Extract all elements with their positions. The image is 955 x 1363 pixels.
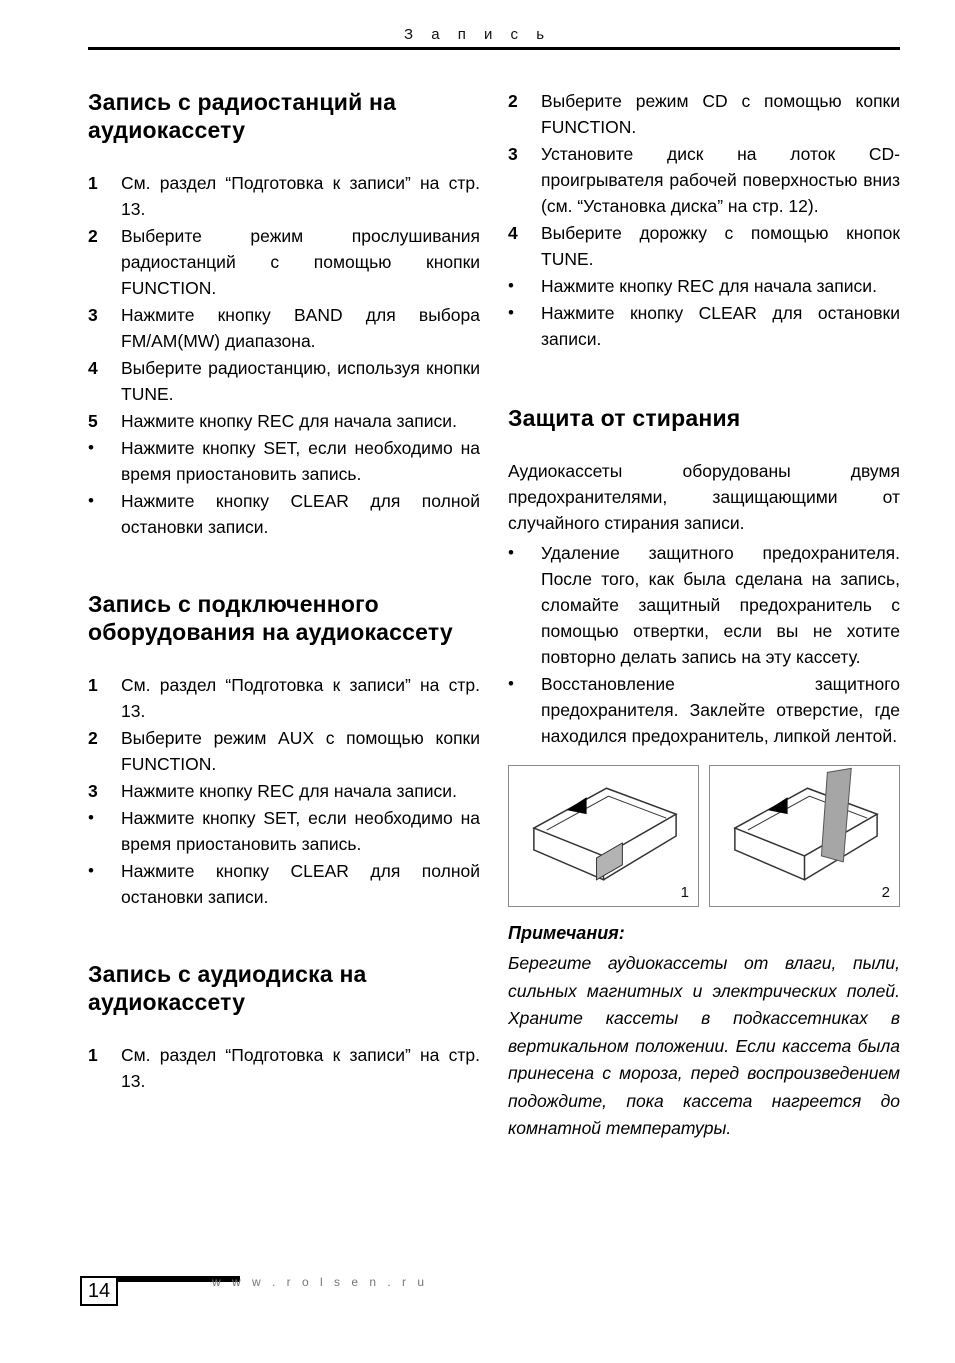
list-marker: 1 [88,1045,98,1066]
list-item [88,858,480,910]
list-item [88,302,480,354]
section-erase-protection [508,404,900,749]
list-marker: 5 [88,411,98,432]
list-marker: 1 [88,675,98,696]
list-item [508,220,900,272]
section-radio-recording [88,88,480,540]
list-item [508,88,900,140]
list-text: Нажмите кнопку SET, если необходимо на время приостановить запись. [121,438,480,485]
list-item [88,170,480,222]
list-marker: 2 [508,91,518,111]
list-marker: 4 [88,358,98,379]
list-item [88,488,480,540]
list-text: Нажмите кнопку BAND для выбора FM/AM(MW) диапазона. [121,305,480,352]
list-item [88,1042,480,1094]
list-text: Нажмите кнопку SET, если необходимо на время приостановить запись. [121,808,480,855]
list-text: Выберите режим CD с помощью копки FUNCTION. [541,91,900,137]
header-rule [88,47,900,50]
section-cd-recording [88,960,480,1094]
content-columns [88,88,900,1143]
list-text: Нажмите кнопку CLEAR для полной остановки записи. [121,861,480,908]
bullet-marker: • [508,303,514,322]
list-item [88,435,480,487]
notes-section [508,923,900,1143]
bullet-marker: • [88,491,94,511]
list-text: Нажмите кнопку CLEAR для полной остановки записи. [121,491,480,538]
list-item [88,725,480,777]
list-text: Выберите режим AUX с помощью копки FUNCTION. [121,728,480,775]
list-text: См. раздел “Подготовка к записи” на стр. 13. [121,173,480,220]
protect-intro-paragraph: Аудиокассеты оборудованы двумя предохранителями, защищающими от случайного стирания записи. [508,461,900,534]
bullet-marker: • [508,543,514,563]
list-text: Нажмите кнопку REC для начала записи. [121,411,457,432]
figure-tab-taped [709,765,900,907]
figure-tab-removed [508,765,699,907]
bullet-marker: • [88,861,94,881]
list-text: Удаление защитного предохранителя. После того, как была сделана на запись, сломайте защитный предохранитель с помощью отвертки, если вы не хотите повторно делать запись на эту кассету. [541,543,900,668]
page-header-title: З а п и с ь [403,26,552,43]
list-item [88,805,480,857]
list-text: Выберите радиостанцию, используя кнопки TUNE. [121,358,480,405]
section-title-radio: Запись с радиостанций на аудиокассету [88,89,397,144]
list-text: Установите диск на лоток CD-проигрывателя рабочей поверхностью вниз (см. “Установка диска” на стр. 12). [541,144,900,216]
list-text: Восстановление защитного предохранителя. Заклейте отверстие, где находился предохранитель, липкой лентой. [541,674,900,747]
list-text: Выберите режим прослушивания радиостанций с помощью кнопки FUNCTION. [121,226,480,299]
figure-label: 1 [680,884,689,902]
list-text: См. раздел “Подготовка к записи” на стр. 13. [121,675,480,722]
right-column [508,88,900,1143]
list-text: См. раздел “Подготовка к записи” на стр. 13. [121,1045,480,1092]
section-title-aux: Запись с подключенного оборудования на аудиокассету [88,591,453,646]
list-item [508,141,900,219]
section-title-cd: Запись с аудиодиска на аудиокассету [88,961,367,1016]
bullet-marker: • [88,808,94,828]
list-text: Нажмите кнопку CLEAR для остановки записи. [541,303,900,349]
section-title-protect: Защита от стирания [508,405,741,431]
list-marker: 2 [88,728,98,749]
list-text: Нажмите кнопку REC для начала записи. [121,781,457,802]
list-marker: 3 [88,305,98,326]
bullet-marker: • [88,438,94,458]
list-item [88,672,480,724]
list-text: Нажмите кнопку REC для начала записи. [541,276,877,296]
list-item [508,540,900,670]
list-item [88,355,480,407]
list-marker: 3 [508,144,518,164]
notes-title: Примечания: [508,923,625,944]
list-item [88,778,480,804]
website-text: w w w . r o l s e n . r u [211,1275,429,1289]
cassette-tab-taped-illustration [710,766,899,906]
list-text: Выберите дорожку с помощью кнопок TUNE. [541,223,900,269]
notes-text: Берегите аудиокассеты от влаги, пыли, сильных магнитных и электрических полей. Храните кассеты в подкассетниках в вертикальном положении. Если кассета была принесена с мороза, перед воспроизведением подождите, пока кассета нагреется до комнатной температуры. [508,953,900,1139]
bullet-marker: • [508,674,514,694]
list-marker: 4 [508,223,518,243]
protection-figures [508,765,900,907]
list-item [508,671,900,749]
list-item [508,273,900,299]
list-marker: 3 [88,781,98,802]
list-item [88,223,480,301]
list-marker: 2 [88,226,98,247]
page-number: 14 [80,1276,118,1306]
section-cd-recording-continued [508,88,900,352]
list-item [508,300,900,352]
figure-label: 2 [881,884,890,902]
bullet-marker: • [508,276,514,295]
cassette-tab-removed-illustration [509,766,698,906]
list-item [88,408,480,434]
left-column [88,88,480,1143]
section-aux-recording [88,590,480,910]
list-marker: 1 [88,173,98,194]
